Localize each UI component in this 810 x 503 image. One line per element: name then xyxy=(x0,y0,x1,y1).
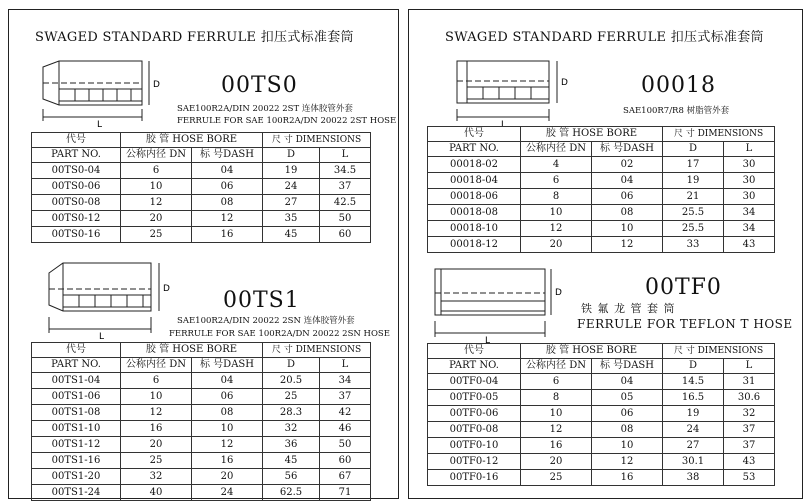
ts0-h-code-en: PART NO. xyxy=(32,148,121,163)
tf0-cell-dash: 10 xyxy=(592,438,663,454)
n18-h-code-en: PART NO. xyxy=(428,142,521,157)
n18-cell-l: 30 xyxy=(724,189,775,205)
ts1-ferrule-drawing xyxy=(43,259,193,342)
n18-table xyxy=(427,126,775,253)
tf0-cell-l: 53 xyxy=(724,470,775,486)
n18-h-dim: 尺 寸 DIMENSIONS xyxy=(663,127,775,142)
n18-cell-dn: 12 xyxy=(521,221,592,237)
tf0-cell-part-no: 00TF0-10 xyxy=(428,438,521,454)
ts0-h-l: L xyxy=(320,148,371,163)
ts1-table xyxy=(31,342,371,501)
ts1-cell-dash: 08 xyxy=(192,405,263,421)
n18-cell-d: 25.5 xyxy=(663,205,724,221)
ts1-cell-l: 60 xyxy=(320,453,371,469)
tf0-cell-l: 32 xyxy=(724,406,775,422)
ts0-cell-dn: 10 xyxy=(121,179,192,195)
n18-cell-d: 17 xyxy=(663,157,724,173)
n18-cell-part-no: 00018-02 xyxy=(428,157,521,173)
tf0-h-code-en: PART NO. xyxy=(428,359,521,374)
ts0-ferrule-drawing xyxy=(37,55,187,130)
right-catalog-panel xyxy=(408,9,803,499)
left-catalog-panel xyxy=(8,9,399,499)
n18-cell-dash: 08 xyxy=(592,205,663,221)
tf0-cell-part-no: 00TF0-08 xyxy=(428,422,521,438)
ts0-cell-dn: 12 xyxy=(121,195,192,211)
ts0-cell-l: 37 xyxy=(320,179,371,195)
ts1-spec-cn: SAE100R2A/DIN 20022 2SN 连体胶管外套 xyxy=(177,316,355,326)
ts0-cell-l: 50 xyxy=(320,211,371,227)
n18-spec-cn: SAE100R7/R8 树脂管外套 xyxy=(623,106,730,116)
ts0-h-dash: 标 号DASH xyxy=(192,148,263,163)
n18-ferrule-drawing xyxy=(453,55,603,130)
ts1-table-row xyxy=(32,453,371,469)
ts1-h-code-en: PART NO. xyxy=(32,358,121,373)
ts1-cell-d: 36 xyxy=(263,437,320,453)
tf0-h-l: L xyxy=(724,359,775,374)
ts1-cell-dash: 06 xyxy=(192,389,263,405)
ts1-cell-dn: 40 xyxy=(121,485,192,501)
ts1-h-bore: 胶 管 HOSE BORE xyxy=(121,343,263,358)
n18-cell-l: 34 xyxy=(724,221,775,237)
ts0-table-row xyxy=(32,227,371,243)
tf0-cell-l: 43 xyxy=(724,454,775,470)
ts1-cell-dn: 16 xyxy=(121,421,192,437)
tf0-cell-part-no: 00TF0-16 xyxy=(428,470,521,486)
ts1-table-row xyxy=(32,469,371,485)
tf0-table-row xyxy=(428,374,775,390)
n18-dim-d-label: D xyxy=(561,78,568,88)
ts1-cell-d: 28.3 xyxy=(263,405,320,421)
ts0-cell-d: 45 xyxy=(263,227,320,243)
left-heading: SWAGED STANDARD FERRULE 扣压式标准套筒 xyxy=(35,30,354,45)
ts1-h-dim: 尺 寸 DIMENSIONS xyxy=(263,343,371,358)
ts0-table-row xyxy=(32,211,371,227)
n18-cell-part-no: 00018-06 xyxy=(428,189,521,205)
n18-cell-dash: 12 xyxy=(592,237,663,253)
tf0-table-row xyxy=(428,454,775,470)
n18-table-row xyxy=(428,205,775,221)
ts1-cell-d: 25 xyxy=(263,389,320,405)
ts1-cell-d: 62.5 xyxy=(263,485,320,501)
n18-cell-l: 34 xyxy=(724,205,775,221)
ts1-cell-l: 46 xyxy=(320,421,371,437)
tf0-cell-d: 14.5 xyxy=(663,374,724,390)
ts1-spec-en: FERRULE FOR SAE 100R2A/DN 20022 2SN HOSE xyxy=(169,329,390,339)
tf0-h-code-cn: 代号 xyxy=(428,344,521,359)
ts1-cell-part-no: 00TS1-24 xyxy=(32,485,121,501)
tf0-dim-l-label: L xyxy=(485,336,491,346)
tf0-table-row xyxy=(428,470,775,486)
ts0-table-row xyxy=(32,163,371,179)
n18-cell-dash: 02 xyxy=(592,157,663,173)
ts0-spec-cn: SAE100R2A/DIN 20022 2ST 连体胶管外套 xyxy=(177,104,353,114)
tf0-cell-dash: 04 xyxy=(592,374,663,390)
ts0-cell-part-no: 00TS0-04 xyxy=(32,163,121,179)
ts1-cell-dn: 32 xyxy=(121,469,192,485)
ts0-cell-d: 24 xyxy=(263,179,320,195)
tf0-cell-part-no: 00TF0-05 xyxy=(428,390,521,406)
ts0-cell-dash: 06 xyxy=(192,179,263,195)
ts1-cell-dash: 24 xyxy=(192,485,263,501)
ts0-table xyxy=(31,132,371,243)
ts1-cell-l: 71 xyxy=(320,485,371,501)
n18-table-row xyxy=(428,157,775,173)
tf0-cell-d: 38 xyxy=(663,470,724,486)
ts1-table-row xyxy=(32,421,371,437)
ts1-h-d: D xyxy=(263,358,320,373)
n18-cell-dn: 8 xyxy=(521,189,592,205)
ts0-table-row xyxy=(32,195,371,211)
n18-cell-part-no: 00018-04 xyxy=(428,173,521,189)
n18-h-code-cn: 代号 xyxy=(428,127,521,142)
ts1-dim-l-label: L xyxy=(99,332,105,342)
tf0-h-dim: 尺 寸 DIMENSIONS xyxy=(663,344,775,359)
n18-cell-d: 19 xyxy=(663,173,724,189)
ts1-cell-d: 32 xyxy=(263,421,320,437)
ts1-cell-d: 20.5 xyxy=(263,373,320,389)
ts1-h-dash: 标 号DASH xyxy=(192,358,263,373)
tf0-h-d: D xyxy=(663,359,724,374)
tf0-cell-dn: 16 xyxy=(521,438,592,454)
ts1-cell-dash: 10 xyxy=(192,421,263,437)
n18-cell-d: 25.5 xyxy=(663,221,724,237)
n18-cell-dn: 6 xyxy=(521,173,592,189)
ts1-dim-d-label: D xyxy=(163,284,170,294)
n18-h-dash: 标 号DASH xyxy=(592,142,663,157)
ts1-h-dn: 公称内径 DN xyxy=(121,358,192,373)
ts1-cell-l: 37 xyxy=(320,389,371,405)
tf0-part-code: 00TF0 xyxy=(645,275,722,300)
tf0-cell-l: 31 xyxy=(724,374,775,390)
ts1-h-l: L xyxy=(320,358,371,373)
n18-cell-l: 43 xyxy=(724,237,775,253)
tf0-spec-cn: 铁 氟 龙 管 套 筒 xyxy=(581,302,676,315)
ts1-cell-part-no: 00TS1-20 xyxy=(32,469,121,485)
n18-cell-dn: 10 xyxy=(521,205,592,221)
n18-cell-dash: 04 xyxy=(592,173,663,189)
tf0-cell-d: 24 xyxy=(663,422,724,438)
n18-cell-d: 21 xyxy=(663,189,724,205)
ts1-cell-dn: 6 xyxy=(121,373,192,389)
tf0-cell-part-no: 00TF0-04 xyxy=(428,374,521,390)
ts1-cell-l: 50 xyxy=(320,437,371,453)
ts1-h-code-cn: 代号 xyxy=(32,343,121,358)
ts1-cell-dash: 04 xyxy=(192,373,263,389)
ts0-cell-l: 34.5 xyxy=(320,163,371,179)
ts0-table-row xyxy=(32,179,371,195)
ts1-cell-l: 67 xyxy=(320,469,371,485)
tf0-h-bore: 胶 管 HOSE BORE xyxy=(521,344,663,359)
ts0-cell-part-no: 00TS0-08 xyxy=(32,195,121,211)
tf0-cell-dash: 12 xyxy=(592,454,663,470)
tf0-cell-l: 37 xyxy=(724,438,775,454)
tf0-cell-d: 27 xyxy=(663,438,724,454)
ts0-cell-d: 35 xyxy=(263,211,320,227)
n18-cell-dn: 20 xyxy=(521,237,592,253)
n18-table-row xyxy=(428,173,775,189)
tf0-cell-part-no: 00TF0-12 xyxy=(428,454,521,470)
ts1-table-row xyxy=(32,437,371,453)
tf0-table-row xyxy=(428,390,775,406)
ts1-cell-dn: 12 xyxy=(121,405,192,421)
ts1-cell-part-no: 00TS1-08 xyxy=(32,405,121,421)
n18-cell-part-no: 00018-08 xyxy=(428,205,521,221)
ts0-cell-d: 19 xyxy=(263,163,320,179)
n18-cell-dash: 10 xyxy=(592,221,663,237)
ts0-cell-dn: 20 xyxy=(121,211,192,227)
ts0-cell-dash: 04 xyxy=(192,163,263,179)
ts1-part-code: 00TS1 xyxy=(223,288,300,313)
tf0-table-row xyxy=(428,422,775,438)
tf0-cell-part-no: 00TF0-06 xyxy=(428,406,521,422)
n18-cell-part-no: 00018-10 xyxy=(428,221,521,237)
ts1-table-row xyxy=(32,485,371,501)
n18-h-l: L xyxy=(724,142,775,157)
ts1-cell-d: 56 xyxy=(263,469,320,485)
n18-cell-d: 33 xyxy=(663,237,724,253)
ts1-cell-dash: 16 xyxy=(192,453,263,469)
n18-h-dn: 公称内径 DN xyxy=(521,142,592,157)
ts0-cell-dash: 16 xyxy=(192,227,263,243)
ts0-cell-dn: 25 xyxy=(121,227,192,243)
tf0-cell-l: 37 xyxy=(724,422,775,438)
tf0-cell-dn: 12 xyxy=(521,422,592,438)
ts1-cell-part-no: 00TS1-16 xyxy=(32,453,121,469)
ts0-cell-l: 60 xyxy=(320,227,371,243)
ts1-cell-dn: 10 xyxy=(121,389,192,405)
tf0-cell-d: 16.5 xyxy=(663,390,724,406)
ts0-cell-d: 27 xyxy=(263,195,320,211)
ts0-cell-dn: 6 xyxy=(121,163,192,179)
ts1-cell-dn: 20 xyxy=(121,437,192,453)
tf0-spec-en: FERRULE FOR TEFLON T HOSE xyxy=(577,317,793,331)
ts1-cell-dash: 12 xyxy=(192,437,263,453)
n18-table-row xyxy=(428,221,775,237)
ts0-h-bore: 胶 管 HOSE BORE xyxy=(121,133,263,148)
n18-part-code: 00018 xyxy=(641,73,716,98)
ts1-cell-l: 34 xyxy=(320,373,371,389)
ts0-h-dim: 尺 寸 DIMENSIONS xyxy=(263,133,371,148)
ts0-cell-l: 42.5 xyxy=(320,195,371,211)
ts1-cell-part-no: 00TS1-12 xyxy=(32,437,121,453)
ts1-table-row xyxy=(32,389,371,405)
n18-cell-l: 30 xyxy=(724,157,775,173)
ts0-h-code-cn: 代号 xyxy=(32,133,121,148)
tf0-table xyxy=(427,343,775,486)
n18-table-row xyxy=(428,189,775,205)
ts1-cell-part-no: 00TS1-10 xyxy=(32,421,121,437)
ts1-cell-dash: 20 xyxy=(192,469,263,485)
ts0-h-dn: 公称内径 DN xyxy=(121,148,192,163)
ts0-cell-part-no: 00TS0-06 xyxy=(32,179,121,195)
tf0-cell-dash: 05 xyxy=(592,390,663,406)
tf0-table-row xyxy=(428,406,775,422)
tf0-cell-dn: 8 xyxy=(521,390,592,406)
ts1-table-row xyxy=(32,373,371,389)
tf0-cell-dash: 06 xyxy=(592,406,663,422)
ts0-cell-part-no: 00TS0-12 xyxy=(32,211,121,227)
n18-h-bore: 胶 管 HOSE BORE xyxy=(521,127,663,142)
tf0-cell-dn: 20 xyxy=(521,454,592,470)
n18-cell-part-no: 00018-12 xyxy=(428,237,521,253)
n18-cell-dn: 4 xyxy=(521,157,592,173)
ts0-dim-d-label: D xyxy=(153,80,160,90)
tf0-cell-l: 30.6 xyxy=(724,390,775,406)
ts1-table-row xyxy=(32,405,371,421)
ts0-dim-l-label: L xyxy=(97,120,103,130)
tf0-cell-dash: 16 xyxy=(592,470,663,486)
tf0-dim-d-label: D xyxy=(555,288,562,298)
n18-h-d: D xyxy=(663,142,724,157)
tf0-cell-d: 30.1 xyxy=(663,454,724,470)
right-heading: SWAGED STANDARD FERRULE 扣压式标准套筒 xyxy=(445,30,764,45)
tf0-table-row xyxy=(428,438,775,454)
tf0-cell-d: 19 xyxy=(663,406,724,422)
tf0-ferrule-drawing xyxy=(429,265,589,345)
tf0-cell-dash: 08 xyxy=(592,422,663,438)
ts0-spec-en: FERRULE FOR SAE 100R2A/DN 20022 2ST HOSE xyxy=(177,116,397,126)
tf0-cell-dn: 10 xyxy=(521,406,592,422)
ts0-cell-dash: 08 xyxy=(192,195,263,211)
tf0-h-dn: 公称内径 DN xyxy=(521,359,592,374)
ts0-h-d: D xyxy=(263,148,320,163)
n18-cell-dash: 06 xyxy=(592,189,663,205)
n18-cell-l: 30 xyxy=(724,173,775,189)
ts1-cell-l: 42 xyxy=(320,405,371,421)
ts1-cell-dn: 25 xyxy=(121,453,192,469)
ts1-cell-d: 45 xyxy=(263,453,320,469)
n18-table-row xyxy=(428,237,775,253)
ts1-cell-part-no: 00TS1-06 xyxy=(32,389,121,405)
ts0-cell-dash: 12 xyxy=(192,211,263,227)
ts1-cell-part-no: 00TS1-04 xyxy=(32,373,121,389)
tf0-cell-dn: 6 xyxy=(521,374,592,390)
tf0-h-dash: 标 号DASH xyxy=(592,359,663,374)
n18-dim-l-label: L xyxy=(501,120,507,130)
ts0-part-code: 00TS0 xyxy=(221,73,298,98)
ts0-cell-part-no: 00TS0-16 xyxy=(32,227,121,243)
tf0-cell-dn: 25 xyxy=(521,470,592,486)
